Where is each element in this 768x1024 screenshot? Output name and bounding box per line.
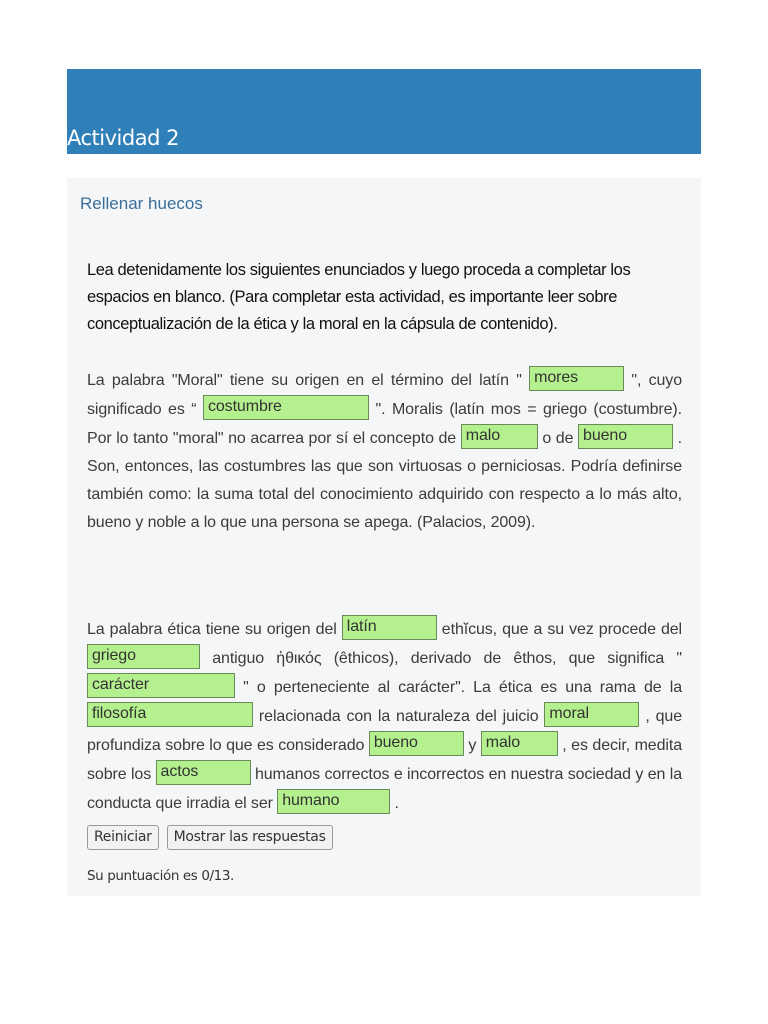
text-segment: o de [537,430,579,447]
text-segment: . Son, entonces, las costumbres las que son virtuosas o perniciosas. Podría definirse también como: la suma total del conocimiento adquirido con respecto a lo más alto, bueno y noble a lo que una persona se apega. (Palacios, 2009). [87,430,683,531]
paragraph-moral [87,366,682,537]
text-segment: relacionada con la naturaleza del juicio [253,708,545,725]
text-segment: y [463,737,481,754]
show-answers-button[interactable]: Mostrar las respuestas [167,825,333,850]
activity-subtitle: Rellenar huecos [80,194,203,213]
text-segment: , que profundiza sobre lo que es considerado [87,708,682,754]
text-segment: ethĭcus, que a su vez procede del [436,621,682,638]
text-segment: , es decir, medita sobre los [87,737,682,783]
blank-input[interactable]: bueno [369,731,464,756]
text-segment: " o perteneciente al carácter". La ética es una rama de la [235,679,682,696]
blank-input[interactable]: malo [481,731,558,756]
text-segment: antiguo ἠθικός (êthicos), derivado de êthos, que significa " [200,650,682,667]
text-segment: La palabra "Moral" tiene su origen en el término del latín " [87,372,530,389]
blank-input[interactable]: filosofía [87,702,253,727]
blank-input[interactable]: mores [529,366,624,391]
text-segment: ". Moralis (latín mos = griego (costumbre). Por lo tanto "moral" no acarrea por sí el concepto de [87,401,682,447]
blank-input[interactable]: bueno [578,424,673,449]
header-bar [67,69,701,154]
text-segment: . [390,795,399,812]
action-buttons [87,825,341,850]
blank-input[interactable]: moral [544,702,639,727]
blank-input[interactable]: latín [342,615,437,640]
page-title: Actividad 2 [67,126,179,150]
blank-input[interactable]: actos [156,760,251,785]
score-text: Su puntuación es 0/13. [87,868,234,884]
blank-input[interactable]: costumbre [203,395,369,420]
paragraph-etica [87,615,682,818]
instructions-text: Lea detenidamente los siguientes enunciados y luego proceda a completar los espacios en blanco. (Para completar esta actividad, es importante leer sobre conceptualización de la ética y la moral en la cápsula de contenido). [87,261,631,333]
reset-button[interactable]: Reiniciar [87,825,159,850]
activity-panel [67,178,701,896]
text-segment: ", cuyo significado es “ [87,372,682,418]
blank-input[interactable]: humano [277,789,390,814]
blank-input[interactable]: malo [461,424,538,449]
blank-input[interactable]: griego [87,644,200,669]
blank-input[interactable]: carácter [87,673,235,698]
text-segment: La palabra ética tiene su origen del [87,621,342,638]
text-segment: humanos correctos e incorrectos en nuestra sociedad y en la conducta que irradia el ser [87,766,682,812]
